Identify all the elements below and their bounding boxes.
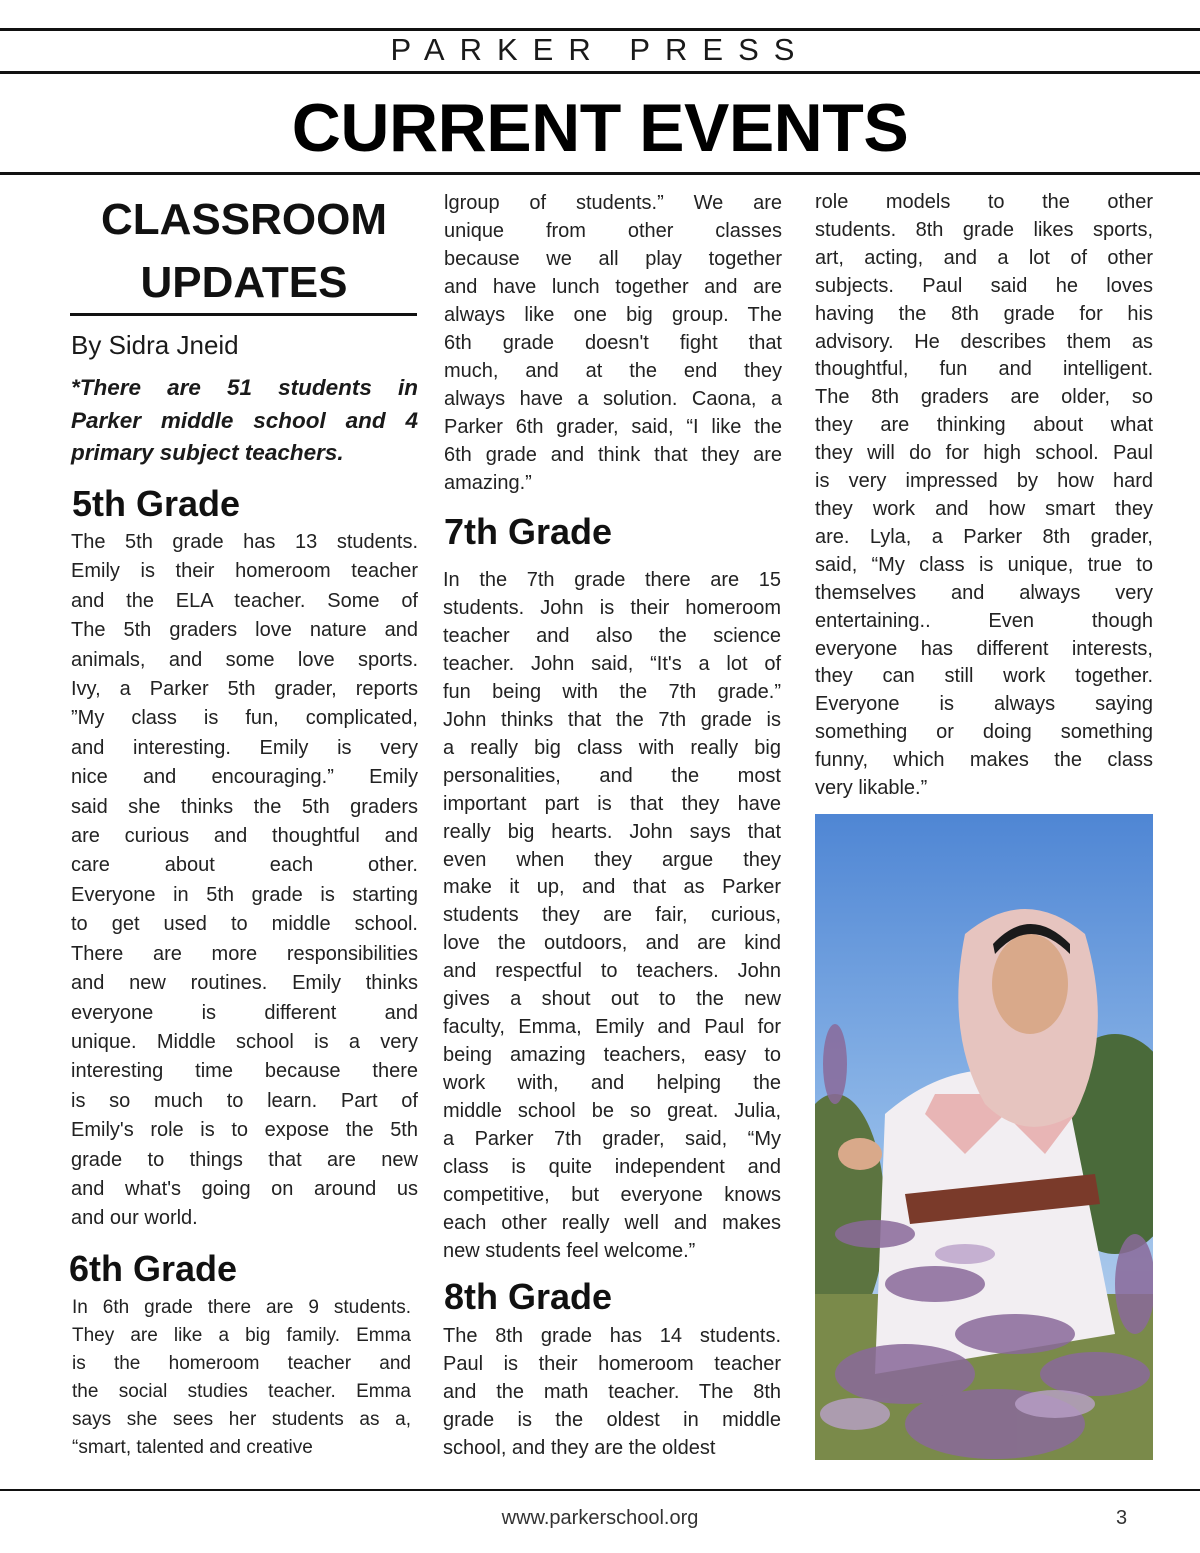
text-line: always like one big group. The	[444, 304, 782, 326]
text-line: important part is that they have	[443, 792, 781, 815]
text-line: gives a shout out to the new	[443, 988, 781, 1011]
text-line: The 5th graders love nature and	[71, 619, 418, 642]
text-line: middle school be so great. Julia,	[443, 1100, 781, 1123]
text-line: John thinks that the 7th grade is	[443, 708, 781, 731]
text-line: and respectful to teachers. John	[443, 960, 781, 983]
text-line: much, and at the end they	[444, 360, 782, 382]
text-line: Parker 6th grader, said, “I like the	[444, 416, 782, 438]
text-line: unique. Middle school is a very	[71, 1030, 418, 1053]
text-line: work with, and helping the	[443, 1072, 781, 1095]
text-line: and interesting. Emily is very	[71, 736, 418, 759]
text-line: Everyone is always saying	[815, 693, 1153, 716]
text-line: is so much to learn. Part of	[71, 1089, 418, 1112]
text-line: said, “My class is unique, true to	[815, 553, 1153, 576]
heading-8th-grade: 8th Grade	[444, 1276, 613, 1317]
text-line: new students feel welcome.”	[443, 1239, 696, 1262]
text-line: themselves and always very	[815, 581, 1153, 604]
text-line: are curious and thoughtful and	[71, 825, 418, 848]
text-line: a really big class with really big	[443, 736, 781, 759]
text-line: amazing.”	[444, 472, 532, 494]
text-line: grade to things that are new	[71, 1148, 418, 1171]
text-line: personalities, and the most	[443, 764, 781, 787]
text-line: subjects. Paul said he loves	[815, 274, 1153, 297]
student-count-note	[71, 372, 418, 470]
text-line: students. John is their homeroom	[443, 596, 781, 619]
text-line: always have a solution. Caona, a	[444, 388, 782, 410]
text-line: art, acting, and a lot of other	[815, 246, 1153, 269]
text-line: grade is the oldest in middle	[443, 1409, 781, 1431]
text-line: role models to the other	[815, 191, 1153, 213]
page-number: 3	[1116, 1507, 1128, 1529]
text-line: love the outdoors, and are kind	[443, 932, 781, 955]
text-line: says she sees her students as a,	[72, 1409, 411, 1430]
text-line: and new routines. Emily thinks	[71, 972, 418, 995]
text-line: fun being with the 7th grade.”	[443, 680, 781, 703]
text-line: lgroup of students.” We are	[444, 192, 782, 214]
text-line: students. 8th grade likes sports,	[815, 218, 1153, 241]
text-line: entertaining.. Even though	[815, 609, 1153, 632]
title-underline	[70, 313, 417, 316]
masthead-rule	[0, 71, 1200, 74]
text-line: is the homeroom teacher and	[72, 1353, 411, 1374]
text-line: “smart, talented and creative	[72, 1437, 313, 1458]
text-line: they can still work together.	[815, 665, 1153, 688]
text-line: they are thinking about what	[815, 414, 1153, 437]
article-title-line: UPDATES	[140, 258, 348, 307]
footer-website-link[interactable]: www.parkerschool.org	[501, 1507, 699, 1529]
heading-6th-grade: 6th Grade	[69, 1248, 238, 1289]
text-line: each other really well and makes	[443, 1211, 781, 1234]
text-line: Paul is their homeroom teacher	[443, 1353, 781, 1375]
text-line: interesting time because there	[71, 1060, 418, 1083]
text-line: a Parker 7th grader, said, “My	[443, 1128, 781, 1151]
text-line: There are more responsibilities	[71, 942, 418, 965]
text-line: because we all play together	[444, 248, 782, 270]
text-line: primary subject teachers.	[71, 440, 344, 465]
text-line: teacher. John said, “It's a lot of	[443, 652, 781, 675]
text-line: school, and they are the oldest	[443, 1437, 716, 1459]
text-line: and our world.	[71, 1207, 198, 1230]
text-line: make it up, and that as Parker	[443, 876, 781, 899]
section-title-banner: CURRENT EVENTS	[291, 90, 909, 166]
header-bottom-rule	[0, 172, 1200, 175]
text-line: advisory. He describes them as	[815, 330, 1153, 353]
text-line: everyone is different and	[71, 1001, 418, 1024]
text-line: thoughtful, fun and intelligent.	[815, 358, 1153, 381]
text-line: being amazing teachers, easy to	[443, 1044, 781, 1067]
text-line: they will do for high school. Paul	[815, 442, 1153, 465]
text-line: are. Lyla, a Parker 8th grader,	[815, 525, 1153, 548]
text-line: Parker middle school and 4	[71, 407, 418, 433]
text-line: having the 8th grade for his	[815, 302, 1153, 325]
text-line: and have lunch together and are	[444, 276, 782, 298]
grade8-body	[443, 1322, 781, 1462]
heading-5th-grade: 5th Grade	[72, 483, 241, 524]
text-line: class is quite independent and	[443, 1156, 781, 1179]
text-line: students they are fair, curious,	[443, 904, 781, 927]
text-line: funny, which makes the class	[815, 749, 1153, 772]
text-line: care about each other.	[71, 854, 418, 877]
text-line: something or doing something	[815, 721, 1153, 744]
text-line: very likable.”	[815, 777, 928, 800]
text-line: ”My class is fun, complicated,	[71, 707, 418, 730]
text-line: In the 7th grade there are 15	[443, 569, 781, 591]
text-line: the social studies teacher. Emma	[72, 1381, 411, 1402]
text-line: nice and encouraging.” Emily	[71, 766, 418, 789]
text-line: competitive, but everyone knows	[443, 1183, 781, 1206]
text-line: Emily is their homeroom teacher	[71, 560, 418, 583]
text-line: The 8th graders are older, so	[815, 386, 1153, 409]
text-line: The 5th grade has 13 students.	[71, 531, 418, 553]
grade6-body-continued	[444, 189, 782, 497]
text-line: and the ELA teacher. Some of	[71, 589, 418, 612]
publication-name: PARKER PRESS	[390, 32, 810, 67]
text-line: They are like a big family. Emma	[72, 1325, 411, 1346]
text-line: animals, and some love sports.	[71, 648, 418, 671]
text-line: everyone has different interests,	[815, 637, 1153, 660]
grade8-body-continued	[815, 189, 1153, 803]
text-line: and the math teacher. The 8th	[443, 1381, 781, 1403]
text-line: *There are 51 students in	[71, 375, 418, 400]
text-line: and what's going on around us	[71, 1177, 418, 1200]
footer-rule	[0, 1489, 1200, 1491]
text-line: really big hearts. John says that	[443, 820, 781, 843]
text-line: Ivy, a Parker 5th grader, reports	[71, 678, 418, 701]
article-title	[70, 188, 418, 314]
text-line: In 6th grade there are 9 students.	[72, 1297, 411, 1318]
text-line: said she thinks the 5th graders	[71, 795, 418, 818]
grade6-body	[72, 1294, 411, 1462]
text-line: The 8th grade has 14 students.	[443, 1325, 781, 1347]
text-line: Everyone in 5th grade is starting	[71, 883, 418, 906]
text-line: they work and how smart they	[815, 497, 1153, 520]
text-line: faculty, Emma, Emily and Paul for	[443, 1016, 781, 1039]
text-line: Emily's role is to expose the 5th	[71, 1119, 418, 1142]
article-title-line: CLASSROOM	[101, 195, 387, 244]
text-line: 6th grade and think that they are	[444, 444, 782, 466]
text-line: unique from other classes	[444, 220, 782, 242]
student-photo	[815, 814, 1153, 1460]
text-line: teacher and also the science	[443, 624, 781, 647]
text-line: 6th grade doesn't fight that	[444, 332, 782, 354]
text-line: to get used to middle school.	[71, 913, 418, 936]
byline: By Sidra Jneid	[71, 330, 239, 360]
text-line: is very impressed by how hard	[815, 470, 1153, 493]
heading-7th-grade: 7th Grade	[444, 511, 613, 552]
grade5-body	[71, 528, 418, 1234]
grade7-body	[443, 567, 781, 1266]
text-line: even when they argue they	[443, 848, 781, 871]
